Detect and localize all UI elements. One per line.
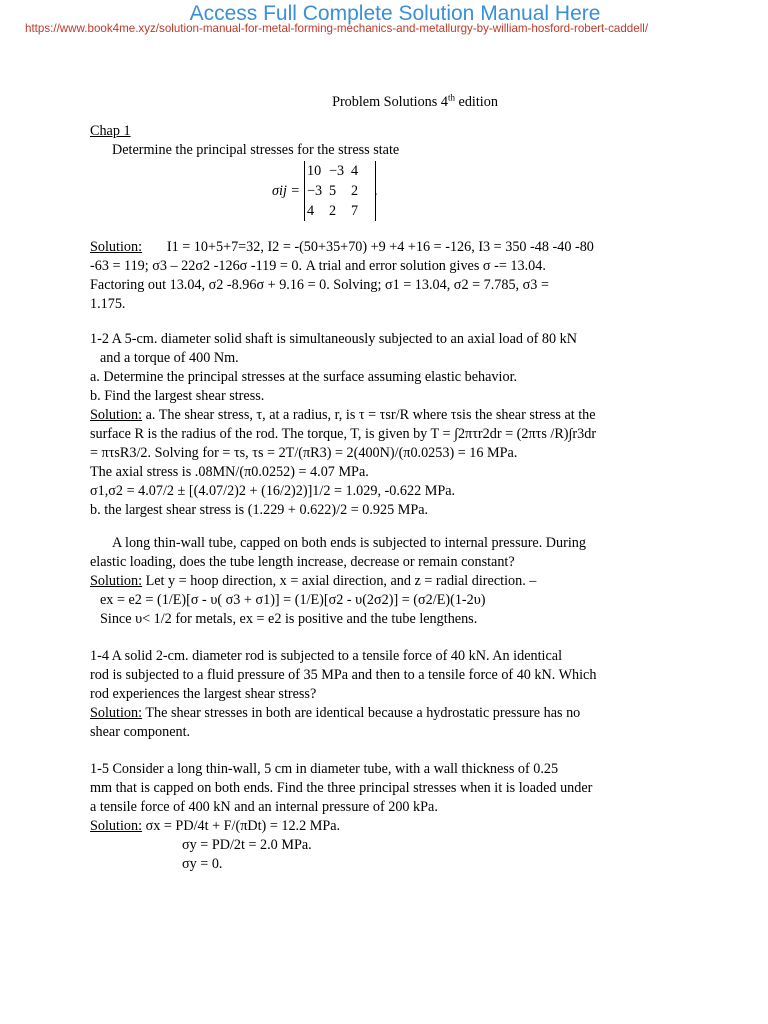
solution-2-line3: = πτsR3/2. Solving for = τs, τs = 2T/(πR3) = 2(400N)/(π0.0253) = 16 MPa. [90, 445, 518, 461]
matrix-end: . [374, 183, 378, 199]
problem-4-line2: rod is subjected to a fluid pressure of 35 MPa and then to a tensile force of 40 kN. Which [90, 667, 597, 683]
problem-4-line3: rod experiences the largest shear stress? [90, 686, 317, 702]
solution-3-line1: Solution: Let y = hoop direction, x = axial direction, and z = radial direction. – [90, 573, 537, 589]
solution-2-line5: σ1,σ2 = 4.07/2 ± [(4.07/2)2 + (16/2)2)]1/2 = 1.029, -0.622 MPa. [90, 483, 456, 499]
problem-1-intro: Determine the principal stresses for the stress state [112, 142, 400, 158]
problem-5-line2: mm that is capped on both ends. Find the three principal stresses when it is loaded under [90, 780, 593, 796]
matrix-label: σij = [272, 183, 301, 199]
problem-2-part-a: a. Determine the principal stresses at the surface assuming elastic behavior. [90, 369, 518, 385]
banner-url-link[interactable]: https://www.book4me.xyz/solution-manual-for-metal-forming-mechanics-and-metallurgy-by-william-hosford-robert-caddell/ [25, 22, 649, 35]
problem-3-line2: elastic loading, does the tube length increase, decrease or remain constant? [90, 554, 515, 570]
solution-2-line1: Solution: a. The shear stress, τ, at a radius, r, is τ = τsr/R where τsis the shear stress at the [90, 407, 596, 423]
problem-5-line3: a tensile force of 400 kN and an internal pressure of 200 kPa. [90, 799, 438, 815]
problem-3-line1: A long thin-wall tube, capped on both ends is subjected to internal pressure. During [112, 535, 586, 551]
problem-5-line1: 1-5 Consider a long thin-wall, 5 cm in diameter tube, with a wall thickness of 0.25 [90, 761, 559, 777]
solution-2-line6: b. the largest shear stress is (1.229 + 0.622)/2 = 0.925 MPa. [90, 502, 429, 518]
matrix-row: 10 −3 4 [307, 163, 359, 179]
problem-2-line1: 1-2 A 5-cm. diameter solid shaft is simultaneously subjected to an axial load of 80 kN [90, 331, 578, 347]
solution-1-line2: -63 = 119; σ3 – 22σ2 -126σ -119 = 0. A trial and error solution gives σ -= 13.04. [90, 258, 546, 274]
solution-5-line3: σy = 0. [182, 856, 223, 872]
solution-4-line2: shear component. [90, 724, 191, 740]
solution-4-line1: Solution: The shear stresses in both are identical because a hydrostatic pressure has no [90, 705, 581, 721]
solution-5-line1: Solution: σx = PD/4t + F/(πDt) = 12.2 MPa. [90, 818, 341, 834]
solution-1-line3: Factoring out 13.04, σ2 -8.96σ + 9.16 = 0. Solving; σ1 = 13.04, σ2 = 7.785, σ3 = [90, 277, 549, 293]
solution-3-line3: Since υ< 1/2 for metals, ex = e2 is positive and the tube lengthens. [100, 611, 478, 627]
solution-2-line4: The axial stress is .08MN/(π0.0252) = 4.07 MPa. [90, 464, 369, 480]
matrix-row: 4 2 7 [307, 203, 359, 219]
problem-2-line2: and a torque of 400 Nm. [100, 350, 239, 366]
page-heading [90, 93, 740, 112]
solution-2-line2: surface R is the radius of the rod. The torque, T, is given by T = ∫2πτr2dr = (2πτs /R)∫r3dr [90, 426, 597, 442]
solution-3-line2: ex = e2 = (1/E)[σ - υ( σ3 + σ1)] = (1/E)[σ2 - υ(2σ2)] = (σ2/E)(1-2υ) [100, 592, 486, 608]
problem-4-line1: 1-4 A solid 2-cm. diameter rod is subjected to a tensile force of 40 kN. An identical [90, 648, 563, 664]
matrix-row: −3 5 2 [307, 183, 359, 199]
solution-5-line2: σy = PD/2t = 2.0 MPa. [182, 837, 312, 853]
solution-1-line1: Solution: I1 = 10+5+7=32, I2 = -(50+35+70) +9 +4 +16 = -126, I3 = 350 -48 -40 -80 [90, 239, 594, 255]
heading-sup: th [447, 92, 455, 103]
chapter-heading: Chap 1 [90, 123, 131, 139]
problem-2-part-b: b. Find the largest shear stress. [90, 388, 265, 404]
matrix-body [304, 161, 376, 221]
heading-main: Problem Solutions 4 [332, 94, 448, 110]
document-body [90, 93, 740, 874]
banner-title[interactable]: Access Full Complete Solution Manual Here [189, 2, 601, 25]
stress-matrix [90, 160, 740, 224]
heading-tail: edition [454, 94, 498, 110]
solution-1-line4: 1.175. [90, 296, 126, 312]
